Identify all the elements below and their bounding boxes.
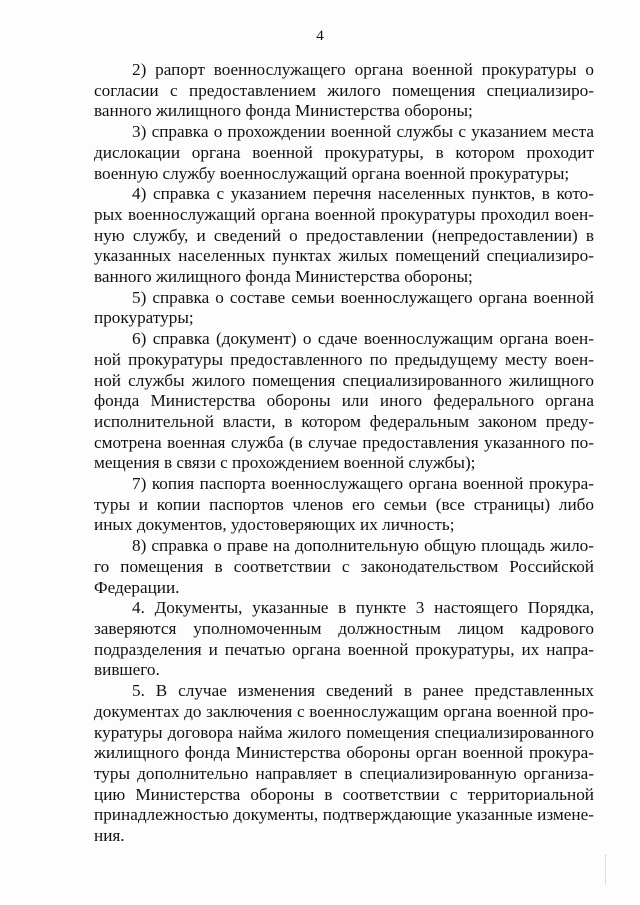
list-item-8-additional-area-certificate: 8) справка о праве на дополнительную общую площадь жилого помещения в соответствии с законодательством Российской Федерации. — [94, 536, 594, 597]
list-item-7-passport-copies: 7) копия паспорта военнослужащего органа военной прокуратуры и копии паспортов членов его семьи (все страницы) либо иных документов, удостоверяющих их личность; — [94, 474, 594, 535]
document-body — [94, 60, 594, 847]
list-item-3-service-certificate: 3) справка о прохождении военной службы с указанием места дислокации органа военной прокуратуры, в котором проходит военную службу военнослужащий органа военной прокуратуры; — [94, 122, 594, 183]
list-item-4-locations-certificate: 4) справка с указанием перечня населенных пунктов, в которых военнослужащий органа военной прокуратуры проходил военную службу, и сведений о предоставлении (непредоставлении) в указанных населенных пунктах жилых помещений специализированного жилищного фонда Министерства обороны; — [94, 184, 594, 287]
list-item-2-report: 2) рапорт военнослужащего органа военной прокуратуры о согласии с предоставлением жилого помещения специализированного жилищного фонда Министерства обороны; — [94, 60, 594, 121]
section-4-documents-certification: 4. Документы, указанные в пункте 3 настоящего Порядка, заверяются уполномоченным должностным лицом кадрового подразделения и печатью органа военной прокуратуры, их направившего. — [94, 598, 594, 680]
scan-artifact — [605, 855, 610, 885]
page-number: 4 — [316, 28, 324, 44]
list-item-6-housing-return-certificate: 6) справка (документ) о сдаче военнослужащим органа военной прокуратуры предоставленного по предыдущему месту военной службы жилого помещения специализированного жилищного фонда Министерства обороны или иного федерального органа исполнительной власти, в котором федеральным законом предусмотрена военная служба (в случае предоставления указанного помещения в связи с прохождением военной службы); — [94, 329, 594, 473]
section-5-changes-notification: 5. В случае изменения сведений в ранее представленных документах до заключения с военнослужащим органа военной прокуратуры договора найма жилого помещения специализированного жилищного фонда Министерства обороны орган военной прокуратуры дополнительно направляет в специализированную организацию Министерства обороны в соответствии с территориальной принадлежностью документы, подтверждающие указанные изменения. — [94, 681, 594, 846]
list-item-5-family-certificate: 5) справка о составе семьи военнослужащего органа военной прокуратуры; — [94, 287, 594, 328]
